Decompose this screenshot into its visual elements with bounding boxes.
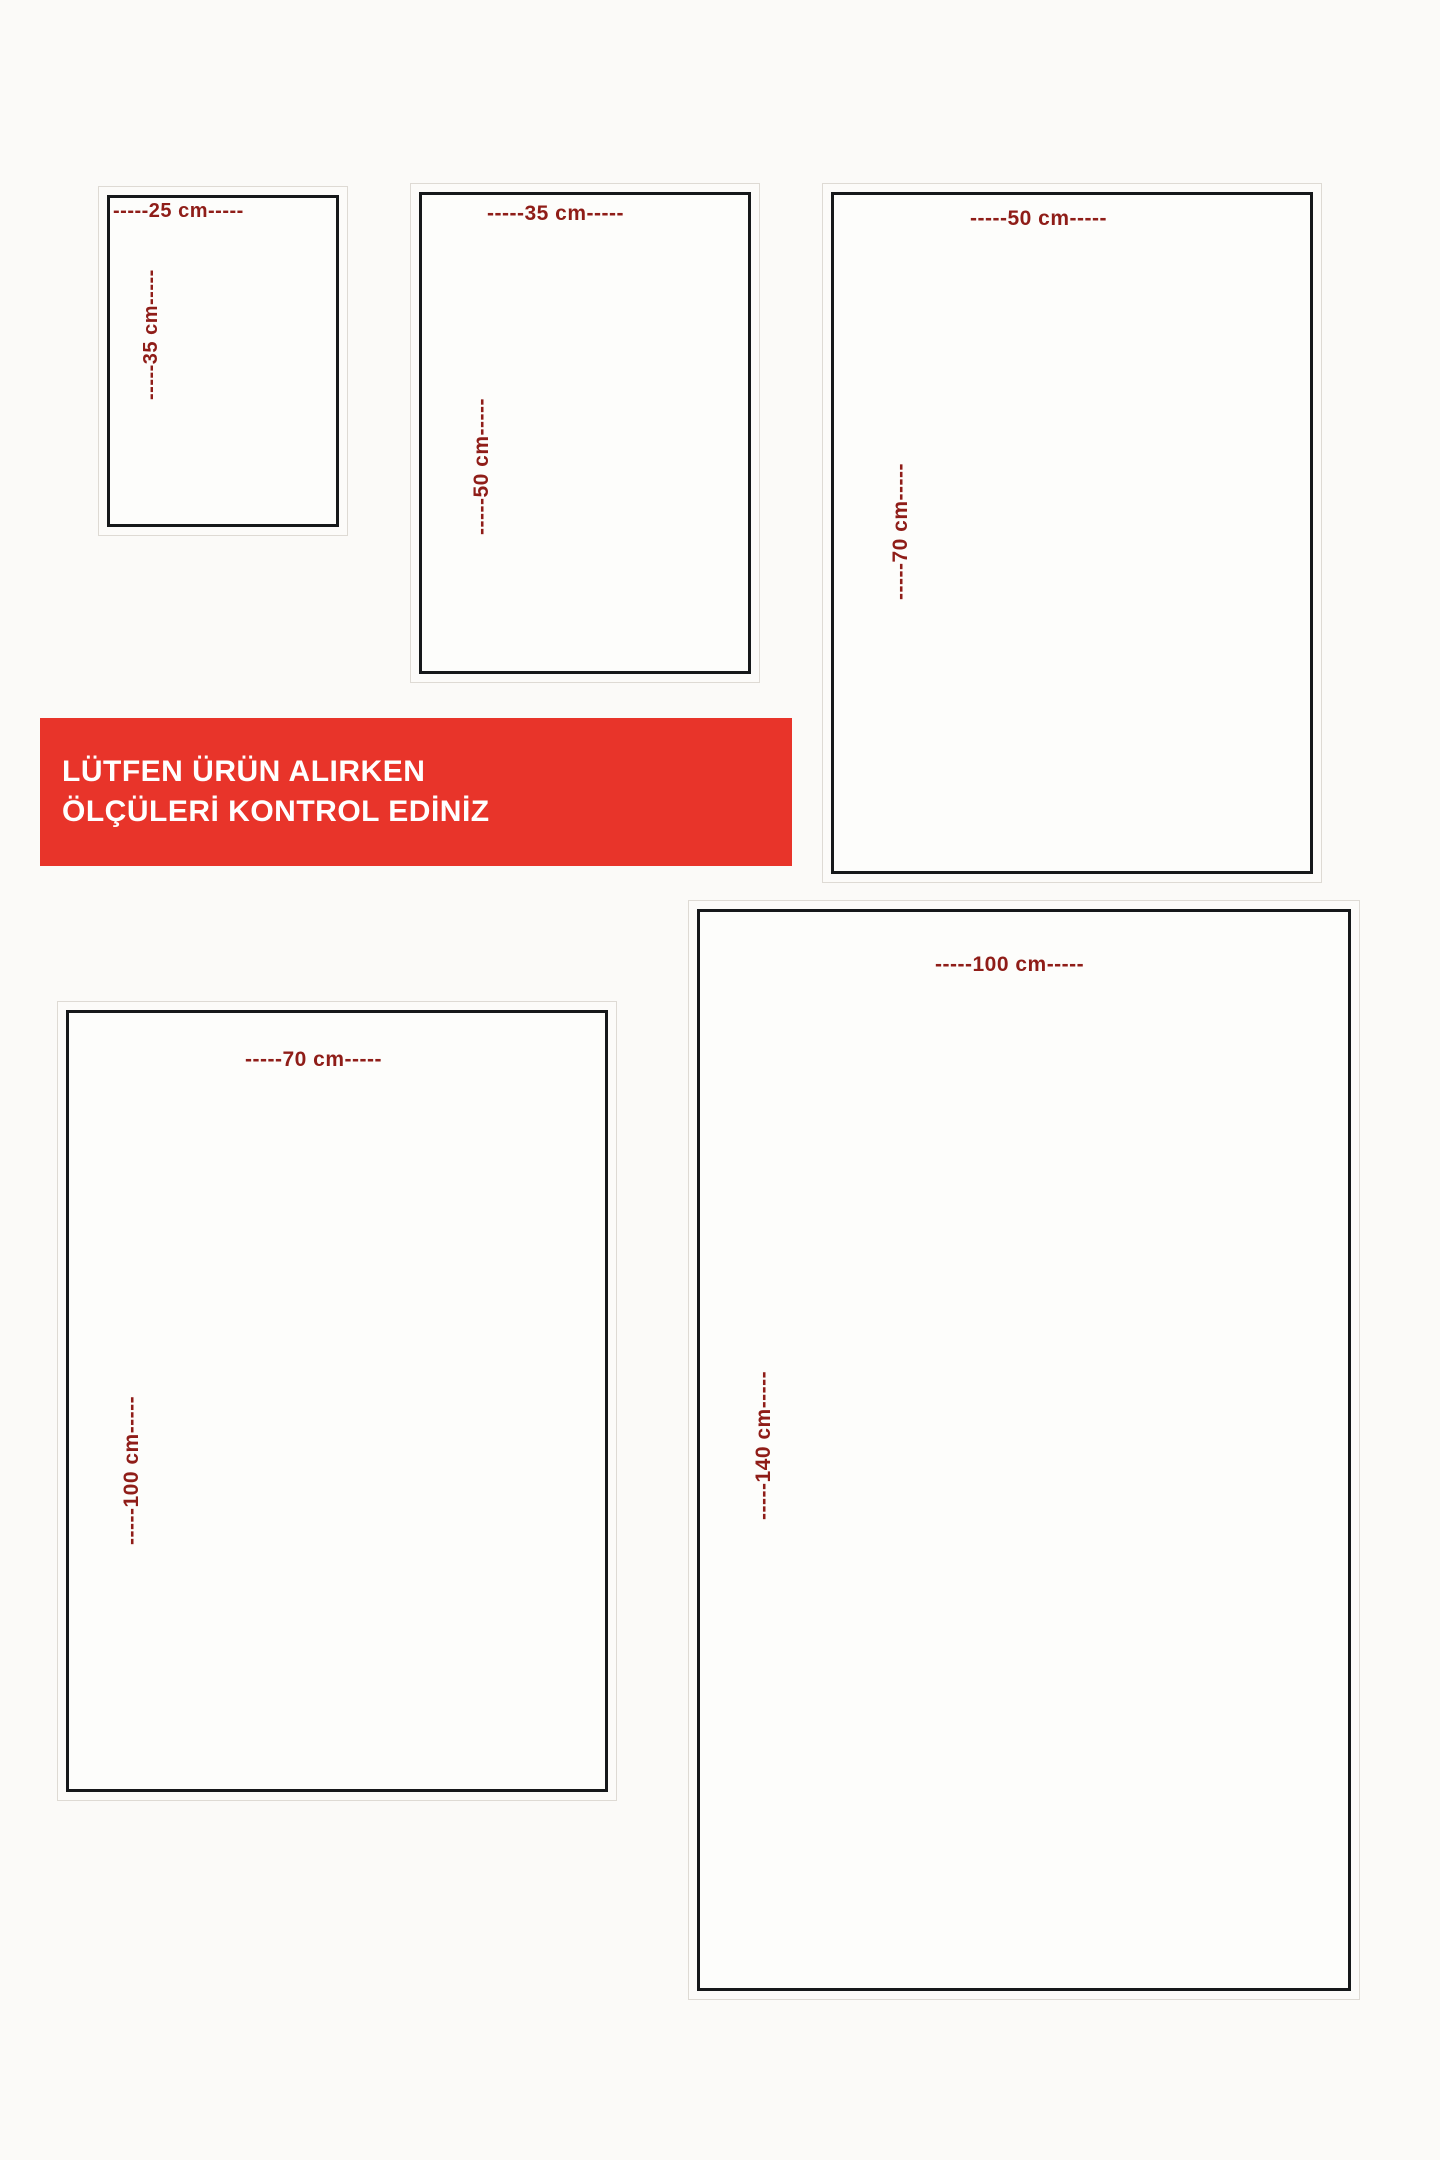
- frame-50x70-width-label: -----50 cm-----: [970, 207, 1107, 230]
- frame-100x140-width-label: -----100 cm-----: [935, 953, 1085, 976]
- frame-25x35: [98, 186, 348, 536]
- frame-50x70-height-label: -----70 cm-----: [889, 463, 912, 600]
- warning-line-2: ÖLÇÜLERİ KONTROL EDİNİZ: [62, 795, 490, 828]
- frame-35x50-width-label: -----35 cm-----: [487, 202, 624, 225]
- frame-100x140-inner: [697, 909, 1351, 1991]
- frame-70x100-width-label: -----70 cm-----: [245, 1048, 382, 1071]
- frame-100x140-height-label: -----140 cm-----: [752, 1370, 775, 1520]
- frame-25x35-width-label: -----25 cm-----: [113, 200, 244, 222]
- frame-35x50: [410, 183, 760, 683]
- frame-35x50-height-label: -----50 cm-----: [470, 398, 493, 535]
- warning-banner: [40, 718, 792, 866]
- warning-line-1: LÜTFEN ÜRÜN ALIRKEN: [62, 755, 426, 789]
- frame-70x100-height-label: -----100 cm-----: [120, 1395, 143, 1545]
- frame-70x100-inner: [66, 1010, 608, 1792]
- frame-35x50-inner: [419, 192, 751, 674]
- frame-25x35-height-label: -----35 cm-----: [140, 269, 162, 400]
- frame-100x140: [688, 900, 1360, 2000]
